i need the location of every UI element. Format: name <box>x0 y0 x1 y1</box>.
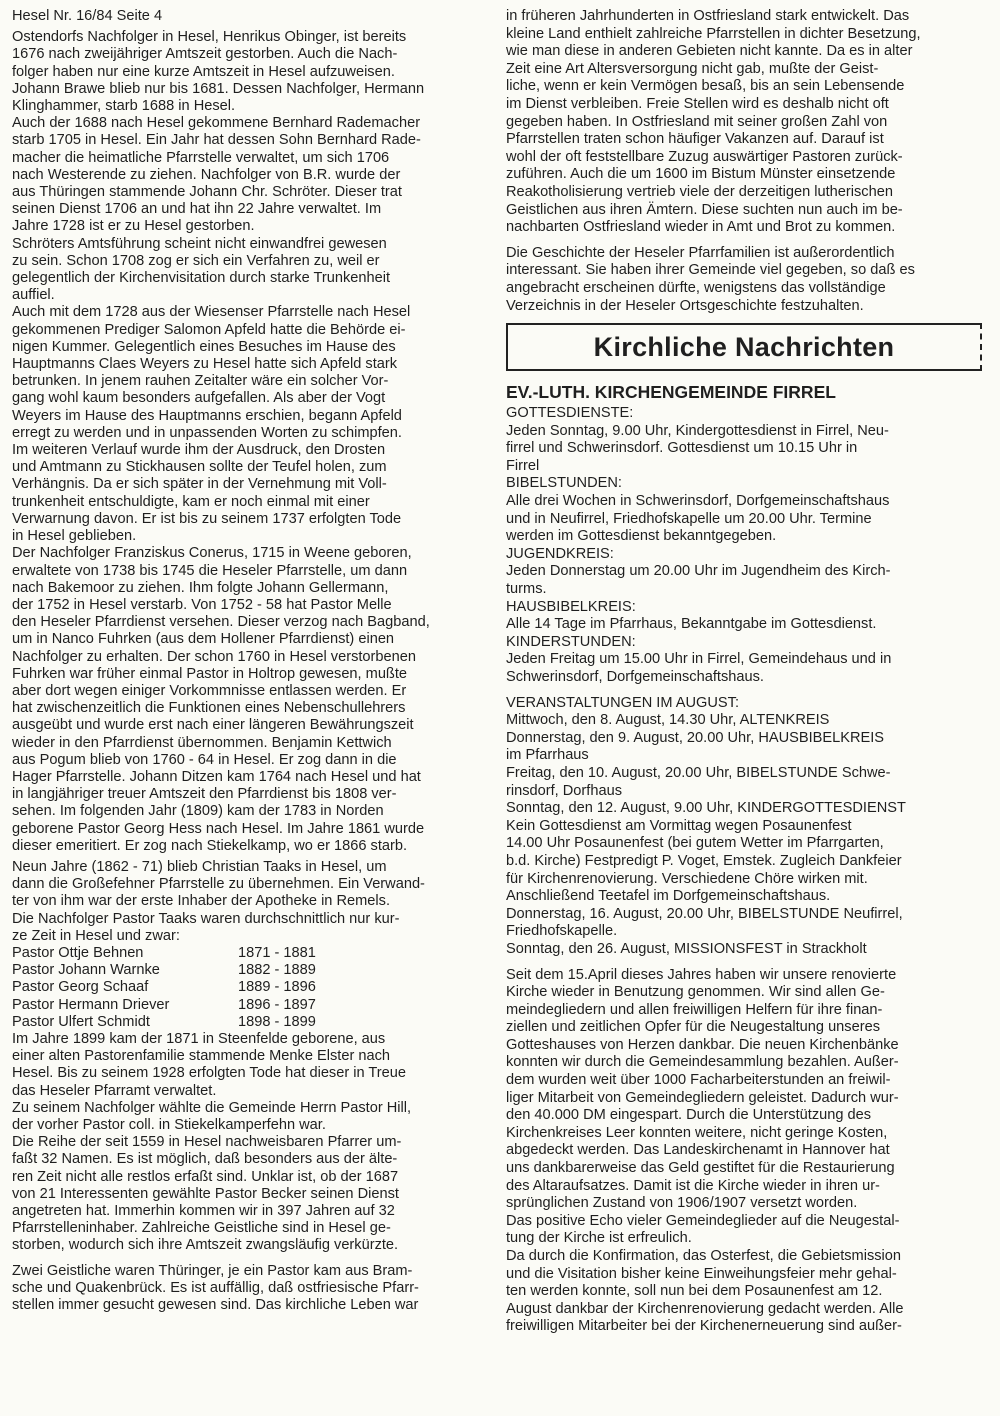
text-line: Fuhrken war früher einmal Pastor in Holtrop gewesen, mußte <box>12 665 408 682</box>
text-line: das Heseler Pfarramt verwaltet. <box>12 1082 217 1099</box>
text-line: Gotteshauses von Herzen dankbar. Die neuen Kirchenbänke <box>506 1036 899 1053</box>
text-line: Die Geschichte der Heseler Pfarrfamilien ist außerordentlich <box>506 244 895 261</box>
text-line: Alle 14 Tage im Pfarrhaus, Bekanntgabe im Gottesdienst. <box>506 616 877 633</box>
pastor-years: 1882 - 1889 <box>238 962 316 979</box>
text-line: Mittwoch, den 8. August, 14.30 Uhr, ALTENKREIS <box>506 712 830 729</box>
history-continuation <box>506 8 988 237</box>
pastor-row <box>12 962 490 979</box>
left-column <box>12 8 490 1314</box>
text-line: einer alten Pastorenfamilie stammende Menke Elster nach <box>12 1048 391 1065</box>
text-line: geborene Pastor Georg Hess nach Hesel. Im Jahre 1861 wurde <box>12 820 425 837</box>
congregation-title: EV.-LUTH. KIRCHENGEMEINDE FIRREL <box>506 382 836 403</box>
text-line: zu sein. Schon 1708 zog er sich ein Verfahren zu, weil er <box>12 252 380 269</box>
text-line: im Dienst verbleiben. Freie Stellen wird es deshalb nicht oft <box>506 95 889 112</box>
text-line: dem wurden weit über 1000 Facharbeiterstunden an freiwil- <box>506 1072 891 1089</box>
text-line: in Hesel geblieben. <box>12 528 137 545</box>
text-line: freiwilligen Mitarbeiter bei der Kirchenerneuerung sind außer- <box>506 1318 902 1335</box>
text-line: Kein Gottesdienst am Vormittag wegen Posaunenfest <box>506 817 852 834</box>
text-line: betrunken. In jenem rauhen Zeitalter wäre ein solcher Vor- <box>12 373 389 390</box>
text-line: interessant. Sie haben ihrer Gemeinde viel gegeben, so daß es <box>506 262 915 279</box>
text-line: der 1752 in Hesel verstarb. Von 1752 - 58 hat Pastor Melle <box>12 596 392 613</box>
text-line: den 40.000 DM eingespart. Durch die Unterstützung des <box>506 1107 872 1124</box>
text-line: Kirche wieder in Benutzung genommen. Wir sind allen Ge- <box>506 984 885 1001</box>
text-line: konnten wir durch die Gemeindesammlung bezahlen. Außer- <box>506 1054 899 1071</box>
text-line: des Altaraufsatzes. Damit ist die Kirche wieder in ihren ur- <box>506 1177 880 1194</box>
text-line: der vorher Pastor coll. in Stiekelkamperfehn war. <box>12 1117 326 1133</box>
text-line: aber dort wegen einiger Vorkommnisse entlassen werden. Er <box>12 682 407 699</box>
text-line: aus Thüringen stammende Johann Chr. Schröter. Dieser trat <box>12 184 402 201</box>
renovation-notice <box>506 967 988 1336</box>
text-line: Sonntag, den 12. August, 9.00 Uhr, KINDERGOTTESDIENST <box>506 800 906 817</box>
pastor-name: Pastor Ulfert Schmidt <box>12 1013 150 1030</box>
text-line: zuführen. Auch die um 1600 im Bistum Münster einsetzende <box>506 166 896 183</box>
text-line: Neun Jahre (1862 - 71) blieb Christian Taaks in Hesel, um <box>12 858 387 875</box>
text-line: b.d. Kirche) Festpredigt P. Voget, Emstek. Zugleich Dankfeier <box>506 852 902 869</box>
pastor-name: Pastor Hermann Driever <box>12 996 170 1013</box>
page-header: Hesel Nr. 16/84 Seite 4 <box>12 8 163 24</box>
text-line: faßt 32 Namen. Es ist möglich, daß besonders aus der älte- <box>12 1151 398 1168</box>
text-line: storben, wodurch sich ihre Amtszeit zwangsläufig verkürzte. <box>12 1237 399 1254</box>
text-line: dieser emeritiert. Er zog nach Stiekelkamp, wo er 1866 starb. <box>12 837 408 854</box>
text-line: liger Mitarbeit von Gemeindegliedern geleistet. Dadurch wur- <box>506 1089 899 1106</box>
history-paragraph-1 <box>12 29 490 855</box>
service-heading: HAUSBIBELKREIS: <box>506 598 636 615</box>
text-line: Kirchenkreises Leer konnten weitere, nicht geringe Kosten, <box>506 1124 888 1141</box>
pastor-years: 1871 - 1881 <box>238 944 316 961</box>
pastor-years: 1889 - 1896 <box>238 979 316 996</box>
history-paragraph-2 <box>12 859 490 945</box>
text-line: Da durch die Konfirmation, das Osterfest, die Gebietsmission <box>506 1248 902 1264</box>
text-line: Jahre 1728 ist er zu Hesel gestorben. <box>12 218 255 235</box>
text-line: in früheren Jahrhunderten in Ostfriesland stark entwickelt. Das <box>506 8 910 24</box>
text-line: seinen Dienst 1706 an und hat ihn 22 Jahre verwaltet. Im <box>12 201 382 218</box>
text-line: trunkenheit entschuldigte, kam er noch einmal mit einer <box>12 493 370 510</box>
text-line: ren Zeit nicht alle restlos erfaßt sind. Unklar ist, ob der 1687 <box>12 1168 399 1185</box>
right-column <box>506 8 988 1336</box>
text-line: Hauptmanns Claes Weyers zu Hesel hatte sich Apfeld stark <box>12 356 398 373</box>
text-line: liche, wenn er kein Vermögen besaß, bis an sein Lebensende <box>506 78 905 95</box>
text-line: ausgeübt und wurde erst nach einer längeren Bewährungszeit <box>12 717 414 734</box>
text-line: wie man diese in anderen Gebieten nicht kannte. Da es in alter <box>506 43 913 60</box>
text-line: August dankbar der Kirchenrenovierung gedacht werden. Alle <box>506 1300 904 1317</box>
text-line: Auch der 1688 nach Hesel gekommene Bernhard Rademacher <box>12 115 421 132</box>
text-line: meindegliedern und allen freiwilligen Helfern für ihre finan- <box>506 1001 883 1018</box>
events-heading: VERANSTALTUNGEN IM AUGUST: <box>506 694 739 711</box>
text-line: Im weiteren Verlauf wurde ihm der Ausdruck, den Drosten <box>12 442 386 459</box>
text-line: Pfarrstelleninhaber. Zahlreiche Geistliche sind in Hesel ge- <box>12 1220 391 1237</box>
text-line: Zeit eine Art Altersversorgung nicht gab, mußte der Geist- <box>506 60 879 77</box>
text-line: Anschließend Teetafel im Dorfgemeinschaftshaus. <box>506 888 831 905</box>
text-line: 1676 nach zweijähriger Amtszeit gestorben. Auch die Nach- <box>12 46 398 63</box>
text-line: Schröters Amtsführung scheint nicht einwandfrei gewesen <box>12 235 387 252</box>
pastor-list <box>12 945 490 1031</box>
history-conclusion <box>506 245 988 315</box>
text-line: sche und Quakenbrück. Es ist auffällig, daß ostfriesische Pfarr- <box>12 1279 419 1296</box>
text-line: Firrel <box>506 457 540 474</box>
text-line: Die Nachfolger Pastor Taaks waren durchschnittlich nur kur- <box>12 910 400 927</box>
text-line: wohl der oft feststellbare Zuzug auswärtiger Pastoren zurück- <box>506 148 903 165</box>
text-line: im Pfarrhaus <box>506 747 589 764</box>
text-line: angetreten hat. Immerhin kommen wir in 397 Jahren auf 32 <box>12 1203 395 1220</box>
text-line: Sonntag, den 26. August, MISSIONSFEST in Strackholt <box>506 940 867 957</box>
text-line: ter von ihm war der erste Inhaber der Apotheke in Remels. <box>12 893 391 910</box>
services-list <box>506 405 988 687</box>
text-line: macher die heimatliche Pfarrstelle verwaltet, um sich 1706 <box>12 149 390 166</box>
text-line: Jeden Freitag um 15.00 Uhr in Firrel, Gemeindehaus und in <box>506 651 892 668</box>
text-line: gekommenen Prediger Salomon Apfeld hatte die Behörde ei- <box>12 321 406 338</box>
text-line: Verhängnis. Da er sich später in der Vernehmung mit Voll- <box>12 476 387 493</box>
pastor-name: Pastor Georg Schaaf <box>12 979 149 996</box>
section-title: Kirchliche Nachrichten <box>593 331 895 362</box>
text-line: hat zwischenzeitlich die Funktionen eines Nebenschullehrers <box>12 700 406 717</box>
text-line: ziellen und zeitlichen Opfer für die Neugestaltung unseres <box>506 1019 880 1036</box>
text-line: stellen immer gesucht gewesen sind. Das kirchliche Leben war <box>12 1297 419 1314</box>
text-line: rinsdorf, Dorfhaus <box>506 782 622 799</box>
text-line: nachbarten Ostfriesland wieder in Amt und Brot zu kommen. <box>506 219 896 236</box>
text-line: Schwerinsdorf, Dorfgemeinschaftshaus. <box>506 669 764 685</box>
text-line: erregt zu werden und in unpassenden Worten zu schimpfen. <box>12 424 402 441</box>
text-line: Das positive Echo vieler Gemeindeglieder auf die Neugestal- <box>506 1212 900 1229</box>
pastor-row <box>12 945 490 962</box>
section-header-box <box>506 323 982 371</box>
text-line: abgedeckt werden. Das Landeskirchenamt in Hannover hat <box>506 1142 890 1159</box>
text-line: Alle drei Wochen in Schwerinsdorf, Dorfgemeinschaftshaus <box>506 493 890 510</box>
history-paragraph-3 <box>12 1031 490 1255</box>
text-line: Hager Pfarrstelle. Johann Ditzen kam 1764 nach Hesel und hat <box>12 768 421 785</box>
pastor-years: 1896 - 1897 <box>238 996 316 1013</box>
text-line: firrel und Schwerinsdorf. Gottesdienst um 10.15 Uhr in <box>506 440 858 457</box>
text-line: den Heseler Pfarrdienst versehen. Dieser verzog nach Bagband, <box>12 614 430 631</box>
events-list <box>506 712 988 958</box>
text-line: Zu seinem Nachfolger wählte die Gemeinde Herrn Pastor Hill, <box>12 1099 412 1116</box>
service-heading: BIBELSTUNDEN: <box>506 475 622 492</box>
text-line: tung der Kirche ist erfreulich. <box>506 1230 692 1247</box>
text-line: auffiel. <box>12 287 55 304</box>
text-line: ten werden konnte, soll nun bei dem Posaunenfest am 12. <box>506 1283 883 1300</box>
text-line: Johann Brawe blieb nur bis 1681. Dessen Nachfolger, Hermann <box>12 80 425 97</box>
text-line: wieder in den Pfarrdienst übernommen. Benjamin Kettwich <box>12 734 392 751</box>
text-line: Ostendorfs Nachfolger in Hesel, Henrikus Obinger, ist bereits <box>12 29 407 46</box>
text-line: Auch mit dem 1728 aus der Wiesenser Pfarrstelle nach Hesel <box>12 304 411 321</box>
text-line: Pfarrstellen traten schon häufiger Vakanzen auf. Darauf ist <box>506 131 884 148</box>
text-line: Donnerstag, den 9. August, 20.00 Uhr, HAUSBIBELKREIS <box>506 729 885 746</box>
text-line: in langjähriger treuer Amtszeit den Pfarrdienst bis 1808 ver- <box>12 786 397 803</box>
text-line: nach Westerende zu ziehen. Nachfolger von B.R. wurde der <box>12 166 401 183</box>
text-line: Klinghammer, starb 1688 in Hesel. <box>12 98 236 115</box>
service-heading: JUGENDKREIS: <box>506 545 614 562</box>
text-line: Hesel. Bis zu seinem 1928 erfolgten Tode hat dieser in Treue <box>12 1065 406 1082</box>
text-line: Im Jahre 1899 kam der 1871 in Steenfelde geborene, aus <box>12 1030 386 1047</box>
text-line: gegeben haben. In Ostfriesland mit seiner großen Zahl von <box>506 113 888 130</box>
text-line: nach Bakemoor zu ziehen. Ihm folgte Johann Gellermann, <box>12 579 389 596</box>
text-line: turms. <box>506 581 547 598</box>
text-line: dann die Großefehner Pfarrstelle zu übernehmen. Ein Verwand- <box>12 876 425 893</box>
pastor-row <box>12 997 490 1014</box>
text-line: und Amtmann zu Stickhausen sollte der Teufel holen, zum <box>12 459 387 476</box>
service-heading: GOTTESDIENSTE: <box>506 405 634 422</box>
text-line: Freitag, den 10. August, 20.00 Uhr, BIBELSTUNDE Schwe- <box>506 764 891 781</box>
text-line: gelegentlich der Kirchenvisitation durch starke Trunkenheit <box>12 270 391 287</box>
text-line: Verwarnung davon. Er ist bis zu seinem 1737 erfolgten Tode <box>12 510 402 527</box>
text-line: ze Zeit in Hesel und zwar: <box>12 927 180 944</box>
text-line: uns dankbarerweise das Geld gestiftet für die Restaurierung <box>506 1160 895 1177</box>
text-line: werden im Gottesdienst bekanntgegeben. <box>506 528 777 545</box>
text-line: für Kirchenrenovierung. Verschiedene Chöre wirken mit. <box>506 870 868 887</box>
text-line: Geistlichen aus ihren Ämtern. Diese suchten nun auch im be- <box>506 201 903 218</box>
text-line: und in Neufirrel, Friedhofskapelle um 20.00 Uhr. Termine <box>506 510 872 527</box>
history-paragraph-4 <box>12 1263 490 1315</box>
pastor-row <box>12 979 490 996</box>
text-line: nigen Kummer. Gelegentlich eines Besuches im Hause des <box>12 338 396 355</box>
text-line: Friedhofskapelle. <box>506 923 618 940</box>
pastor-years: 1898 - 1899 <box>238 1013 316 1030</box>
text-line: um in Nanco Fuhrken (aus dem Hollener Pfarrdienst) einen <box>12 631 395 648</box>
text-line: folger haben nur eine kurze Amtszeit in Hesel aufzuweisen. <box>12 63 395 80</box>
text-line: Donnerstag, 16. August, 20.00 Uhr, BIBELSTUNDE Neufirrel, <box>506 905 903 922</box>
text-line: Weyers im Hause des Hauptmanns erschien, begann Apfeld <box>12 407 402 424</box>
text-line: angebracht erscheinen dürfte, wenigstens das vollständige <box>506 279 886 296</box>
text-line: erwaltete von 1738 bis 1745 die Heseler Pfarrstelle, um dann <box>12 562 408 579</box>
text-line: Jeden Donnerstag um 20.00 Uhr im Jugendheim des Kirch- <box>506 563 891 580</box>
text-line: aus Pogum blieb von 1760 - 64 in Hesel. Er zog dann in die <box>12 751 397 768</box>
text-line: Seit dem 15.April dieses Jahres haben wir unsere renovierte <box>506 966 897 983</box>
pastor-row <box>12 1014 490 1031</box>
text-line: Zwei Geistliche waren Thüringer, je ein Pastor kam aus Bram- <box>12 1262 413 1279</box>
text-line: von 21 Interessenten gewählte Pastor Becker seinen Dienst <box>12 1185 399 1202</box>
text-line: starb 1705 in Hesel. Ein Jahr hat dessen Sohn Bernhard Rade- <box>12 132 421 149</box>
text-line: sprünglichen Zustand von 1906/1907 versetzt worden. <box>506 1195 858 1212</box>
pastor-name: Pastor Johann Warnke <box>12 962 160 979</box>
text-line: sehen. Im folgenden Jahr (1809) kam der 1783 in Norden <box>12 803 384 820</box>
text-line: Der Nachfolger Franziskus Conerus, 1715 in Weene geboren, <box>12 545 412 562</box>
text-line: Nachfolger zu erhalten. Der schon 1760 in Hesel verstorbenen <box>12 648 416 665</box>
text-line: Jeden Sonntag, 9.00 Uhr, Kindergottesdienst in Firrel, Neu- <box>506 422 889 439</box>
text-line: Die Reihe der seit 1559 in Hesel nachweisbaren Pfarrer um- <box>12 1134 402 1151</box>
text-line: gang wohl kaum besonders aufgefallen. Als aber der Vogt <box>12 390 386 407</box>
service-heading: KINDERSTUNDEN: <box>506 633 636 650</box>
text-line: Verzeichnis in der Heseler Ortsgeschichte festzuhalten. <box>506 297 864 314</box>
text-line: 14.00 Uhr Posaunenfest (bei gutem Wetter im Pfarrgarten, <box>506 835 884 852</box>
text-line: und die Visitation bisher keine Einweihungsfeier mehr gehal- <box>506 1265 897 1282</box>
text-line: kleine Land enthielt zahlreiche Pfarrstellen in dichter Besetzung, <box>506 25 921 42</box>
pastor-name: Pastor Ottje Behnen <box>12 944 144 961</box>
text-line: Reakotholisierung vertrieb viele der derzeitigen lutherischen <box>506 183 893 200</box>
